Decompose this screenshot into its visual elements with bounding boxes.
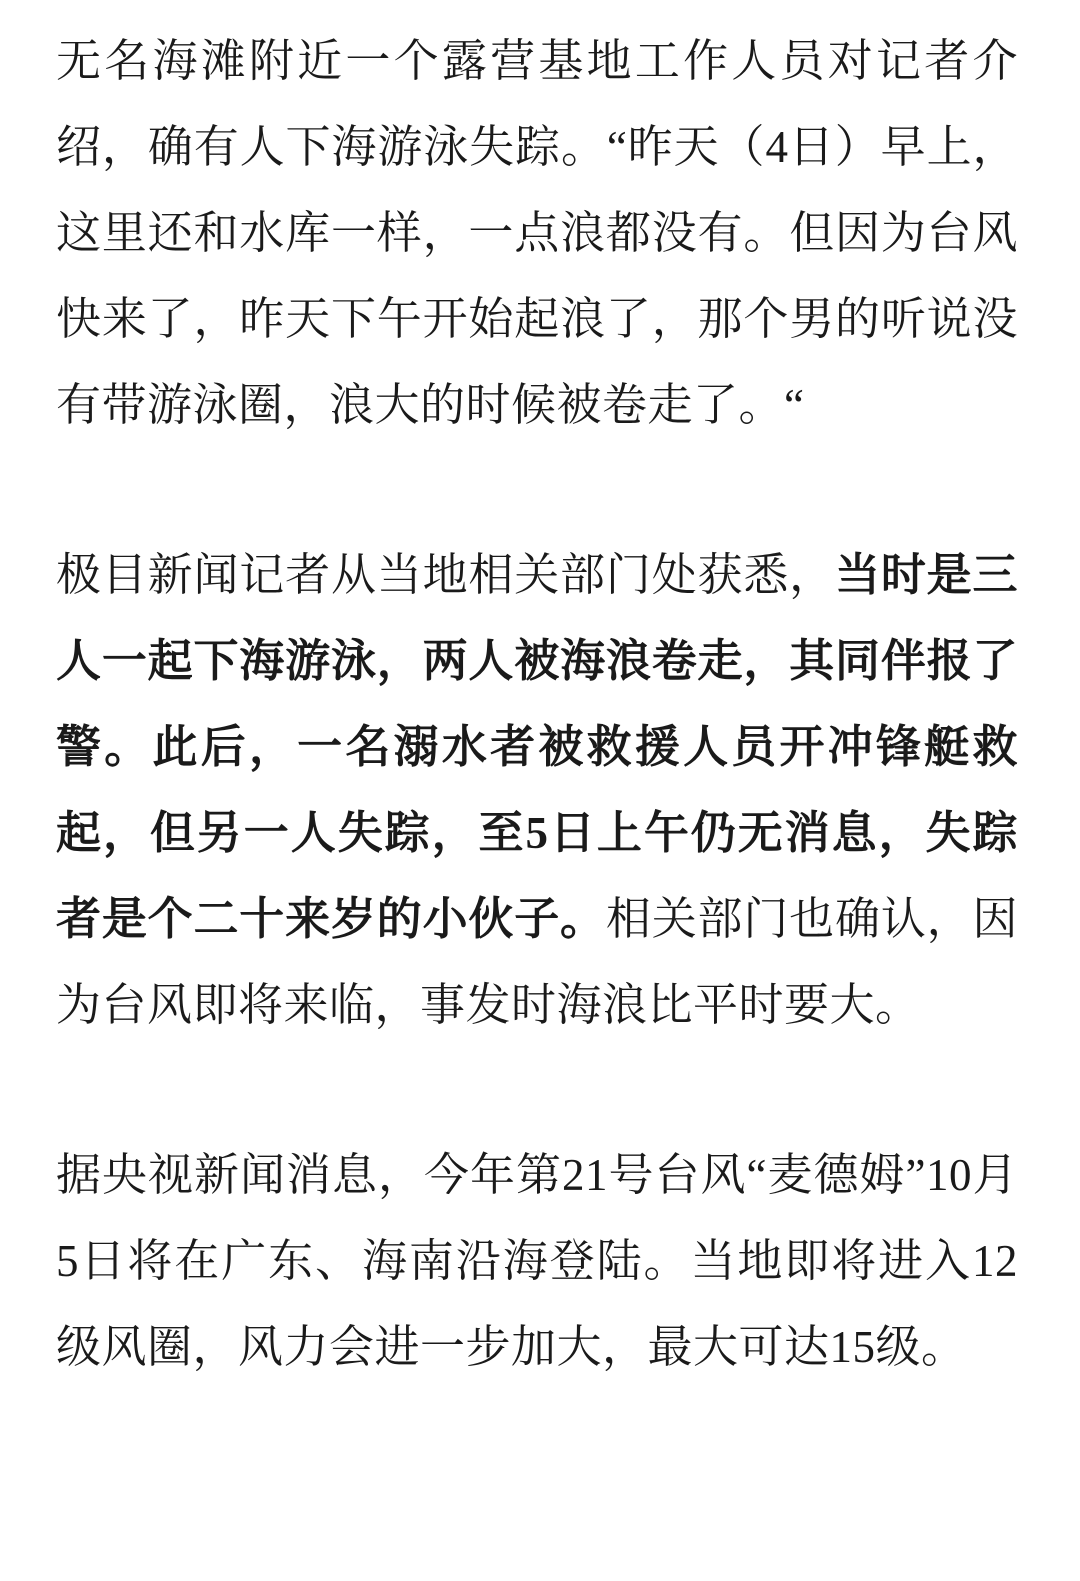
paragraph-2-lead: 极目新闻记者从当地相关部门处获悉，	[56, 550, 835, 600]
paragraph-2-tail: 相关部门也确认，因为台风即将来临，事发时海浪比平时要大。	[56, 894, 1018, 1030]
paragraph-2	[56, 532, 1018, 1048]
paragraph-3: 据央视新闻消息，今年第21号台风“麦德姆”10月5日将在广东、海南沿海登陆。当地即将进入12级风圈，风力会进一步加大，最大可达15级。	[56, 1150, 1018, 1372]
paragraph-2-emphasis: 当时是三人一起下海游泳，两人被海浪卷走，其同伴报了警。此后，一名溺水者被救援人员开冲锋艇救起，但另一人失踪，至5日上午仍无消息，失踪者是个二十来岁的小伙子。	[56, 550, 1018, 944]
paragraph-1: 无名海滩附近一个露营基地工作人员对记者介绍，确有人下海游泳失踪。“昨天（4日）早上，这里还和水库一样，一点浪都没有。但因为台风快来了，昨天下午开始起浪了，那个男的听说没有带游泳圈，浪大的时候被卷走了。“	[56, 36, 1018, 430]
